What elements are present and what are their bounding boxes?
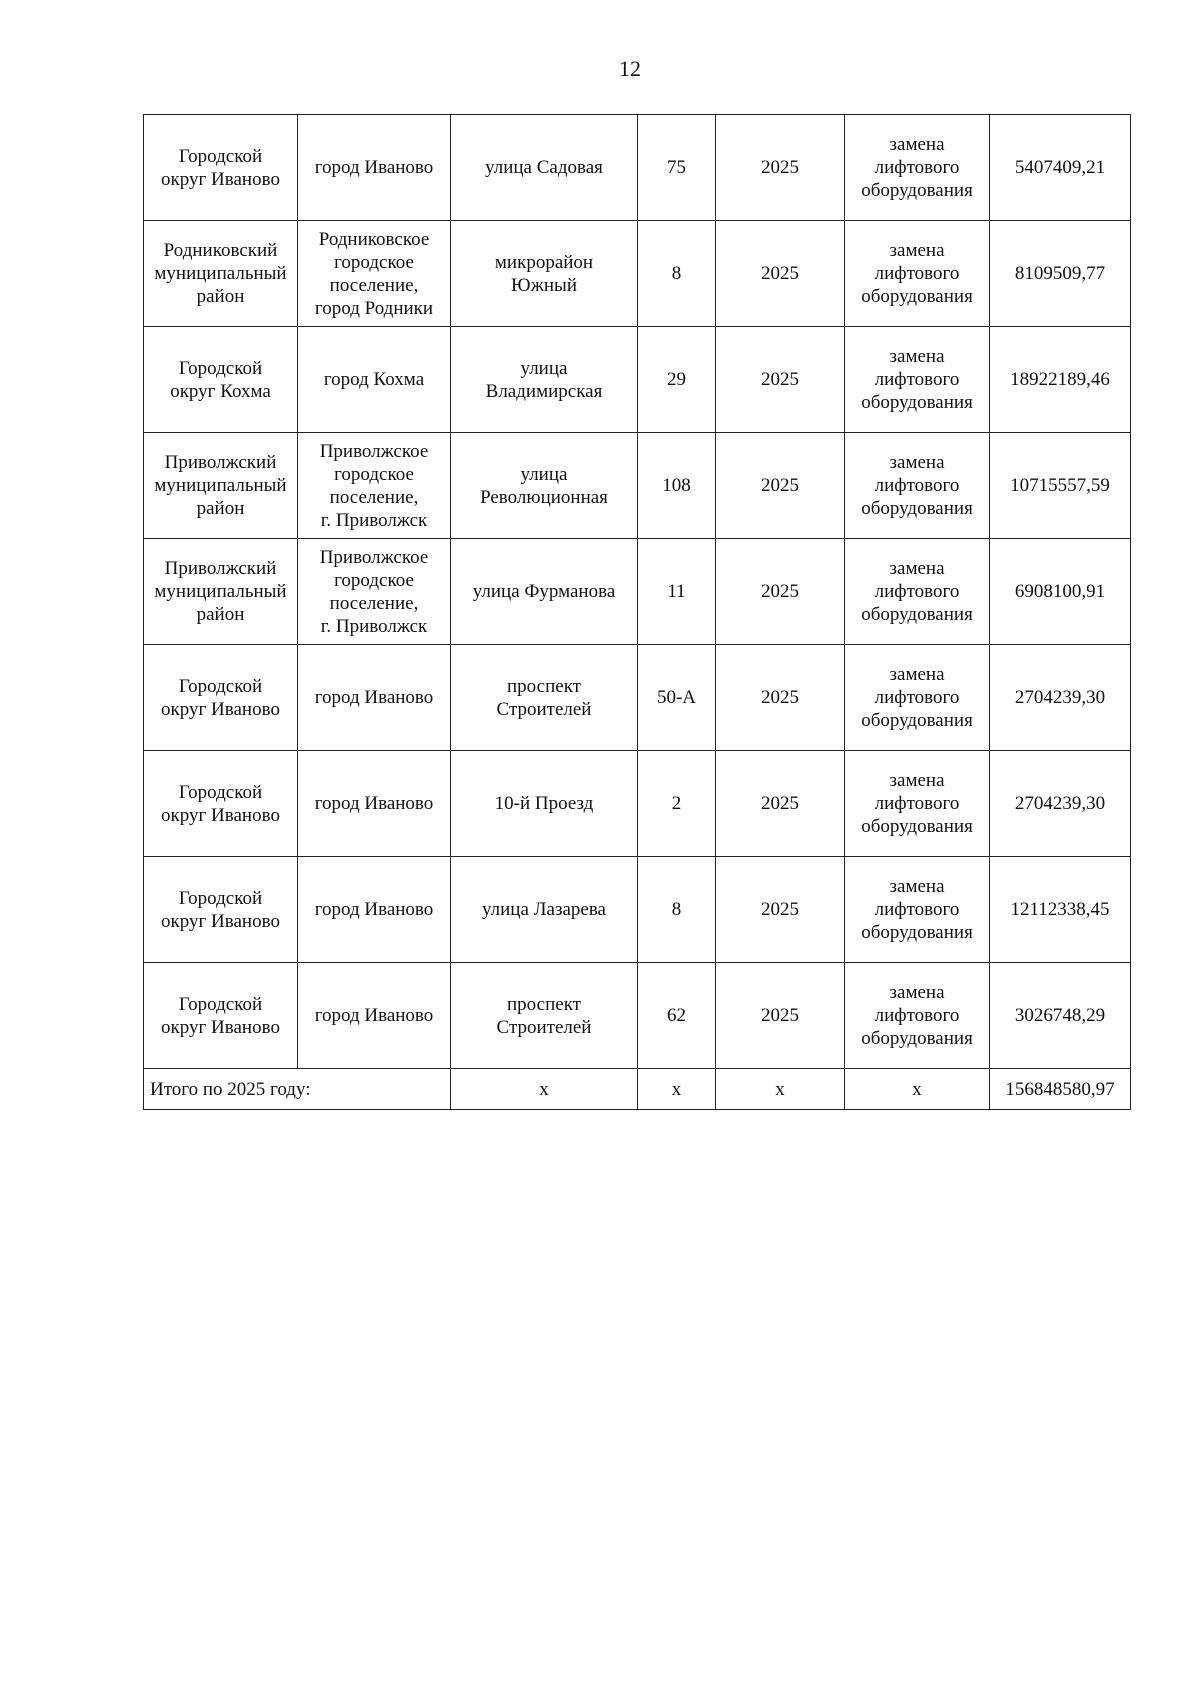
house-cell: 29 — [638, 327, 716, 433]
house-cell: 108 — [638, 433, 716, 539]
house-cell: 11 — [638, 539, 716, 645]
year-cell: 2025 — [716, 963, 845, 1069]
year-cell: 2025 — [716, 327, 845, 433]
settlement-cell: Родниковское городское поселение, город Родники — [298, 221, 451, 327]
work-type-cell: замена лифтового оборудования — [845, 539, 990, 645]
works-table — [143, 114, 1131, 1110]
house-cell: 50-А — [638, 645, 716, 751]
municipality-cell: Городской округ Иваново — [144, 645, 298, 751]
total-year-cell: х — [716, 1069, 845, 1110]
table-row — [144, 539, 1131, 645]
table-row — [144, 115, 1131, 221]
settlement-cell: город Иваново — [298, 115, 451, 221]
house-cell: 75 — [638, 115, 716, 221]
street-cell: микрорайон Южный — [451, 221, 638, 327]
year-cell: 2025 — [716, 539, 845, 645]
municipality-cell: Городской округ Иваново — [144, 857, 298, 963]
total-street-cell: х — [451, 1069, 638, 1110]
total-label: Итого по 2025 году: — [144, 1069, 451, 1110]
year-cell: 2025 — [716, 221, 845, 327]
table-row — [144, 645, 1131, 751]
settlement-cell: Приволжское городское поселение, г. Приволжск — [298, 433, 451, 539]
street-cell: улица Революционная — [451, 433, 638, 539]
street-cell: улица Лазарева — [451, 857, 638, 963]
settlement-cell: город Иваново — [298, 751, 451, 857]
settlement-cell: город Иваново — [298, 857, 451, 963]
municipality-cell: Родниковский муниципальный район — [144, 221, 298, 327]
cost-cell: 12112338,45 — [990, 857, 1131, 963]
year-cell: 2025 — [716, 857, 845, 963]
table-row — [144, 327, 1131, 433]
work-type-cell: замена лифтового оборудования — [845, 115, 990, 221]
work-type-cell: замена лифтового оборудования — [845, 433, 990, 539]
municipality-cell: Городской округ Кохма — [144, 327, 298, 433]
table-row — [144, 433, 1131, 539]
table-row — [144, 751, 1131, 857]
cost-cell: 8109509,77 — [990, 221, 1131, 327]
municipality-cell: Городской округ Иваново — [144, 963, 298, 1069]
cost-cell: 3026748,29 — [990, 963, 1131, 1069]
work-type-cell: замена лифтового оборудования — [845, 645, 990, 751]
table-row — [144, 963, 1131, 1069]
house-cell: 2 — [638, 751, 716, 857]
settlement-cell: город Кохма — [298, 327, 451, 433]
municipality-cell: Приволжский муниципальный район — [144, 539, 298, 645]
table-row — [144, 857, 1131, 963]
cost-cell: 5407409,21 — [990, 115, 1131, 221]
municipality-cell: Городской округ Иваново — [144, 115, 298, 221]
house-cell: 8 — [638, 857, 716, 963]
house-cell: 62 — [638, 963, 716, 1069]
year-cell: 2025 — [716, 751, 845, 857]
cost-cell: 10715557,59 — [990, 433, 1131, 539]
street-cell: улица Фурманова — [451, 539, 638, 645]
street-cell: проспект Строителей — [451, 963, 638, 1069]
total-row — [144, 1069, 1131, 1110]
cost-cell: 18922189,46 — [990, 327, 1131, 433]
work-type-cell: замена лифтового оборудования — [845, 221, 990, 327]
municipality-cell: Городской округ Иваново — [144, 751, 298, 857]
total-work-type-cell: х — [845, 1069, 990, 1110]
work-type-cell: замена лифтового оборудования — [845, 751, 990, 857]
street-cell: 10-й Проезд — [451, 751, 638, 857]
street-cell: улица Садовая — [451, 115, 638, 221]
year-cell: 2025 — [716, 115, 845, 221]
street-cell: проспект Строителей — [451, 645, 638, 751]
year-cell: 2025 — [716, 433, 845, 539]
cost-cell: 2704239,30 — [990, 751, 1131, 857]
settlement-cell: Приволжское городское поселение, г. Приволжск — [298, 539, 451, 645]
total-house-cell: х — [638, 1069, 716, 1110]
work-type-cell: замена лифтового оборудования — [845, 963, 990, 1069]
house-cell: 8 — [638, 221, 716, 327]
cost-cell: 6908100,91 — [990, 539, 1131, 645]
table-row — [144, 221, 1131, 327]
total-cost-cell: 156848580,97 — [990, 1069, 1131, 1110]
settlement-cell: город Иваново — [298, 963, 451, 1069]
work-type-cell: замена лифтового оборудования — [845, 327, 990, 433]
street-cell: улица Владимирская — [451, 327, 638, 433]
settlement-cell: город Иваново — [298, 645, 451, 751]
page-number: 12 — [619, 56, 641, 81]
year-cell: 2025 — [716, 645, 845, 751]
cost-cell: 2704239,30 — [990, 645, 1131, 751]
municipality-cell: Приволжский муниципальный район — [144, 433, 298, 539]
work-type-cell: замена лифтового оборудования — [845, 857, 990, 963]
